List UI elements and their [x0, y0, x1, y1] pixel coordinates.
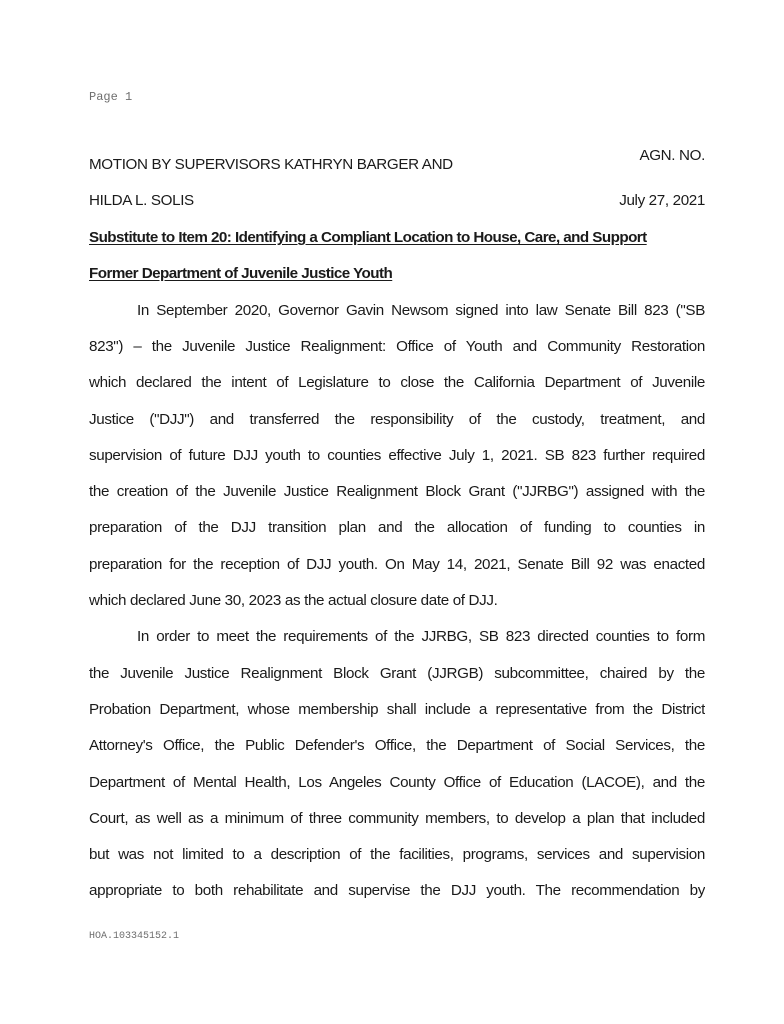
paragraph-line: Court, as well as a minimum of three community members, to develop a plan that included: [89, 810, 705, 827]
paragraph-line: which declared the intent of Legislature to close the California Department of Juvenile: [89, 374, 705, 391]
paragraph-line: preparation for the reception of DJJ youth. On May 14, 2021, Senate Bill 92 was enacted: [89, 556, 705, 573]
paragraph-line: Justice ("DJJ") and transferred the responsibility of the custody, treatment, and: [89, 411, 705, 428]
paragraph-line: Attorney's Office, the Public Defender's Office, the Department of Social Services, the: [89, 737, 705, 754]
paragraph-line: 823") – the Juvenile Justice Realignment: Office of Youth and Community Restoration: [89, 338, 705, 355]
motion-heading-line-2: HILDA L. SOLIS: [89, 192, 194, 209]
paragraph-line: but was not limited to a description of the facilities, programs, services and supervision: [89, 846, 705, 863]
document-id-footer: HOA.103345152.1: [89, 931, 180, 942]
motion-date: July 27, 2021: [619, 192, 705, 209]
paragraph-line: which declared June 30, 2023 as the actual closure date of DJJ.: [89, 592, 498, 609]
paragraph-line: In September 2020, Governor Gavin Newsom signed into law Senate Bill 823 ("SB: [137, 302, 705, 319]
paragraph-line: the Juvenile Justice Realignment Block Grant (JJRGB) subcommittee, chaired by the: [89, 665, 705, 682]
motion-title-line-2: Former Department of Juvenile Justice Youth: [89, 265, 393, 282]
paragraph-line: Probation Department, whose membership shall include a representative from the District: [89, 701, 705, 718]
motion-heading-line-2-row: [89, 192, 705, 210]
paragraph-line: supervision of future DJJ youth to counties effective July 1, 2021. SB 823 further required: [89, 447, 705, 464]
paragraph-line: In order to meet the requirements of the JJRBG, SB 823 directed counties to form: [137, 628, 705, 645]
paragraph-line: the creation of the Juvenile Justice Realignment Block Grant ("JJRBG") assigned with the: [89, 483, 705, 500]
paragraph-line: Department of Mental Health, Los Angeles County Office of Education (LACOE), and the: [89, 774, 705, 791]
paragraph-line: appropriate to both rehabilitate and supervise the DJJ youth. The recommendation by: [89, 882, 705, 899]
paragraph-line: preparation of the DJJ transition plan and the allocation of funding to counties in: [89, 519, 705, 536]
motion-heading-line-1: MOTION BY SUPERVISORS KATHRYN BARGER AND: [89, 156, 453, 173]
page-number-label: Page 1: [89, 90, 133, 104]
motion-title-line-1: Substitute to Item 20: Identifying a Compliant Location to House, Care, and Support: [89, 229, 647, 246]
agenda-number-label: AGN. NO.: [639, 147, 705, 164]
